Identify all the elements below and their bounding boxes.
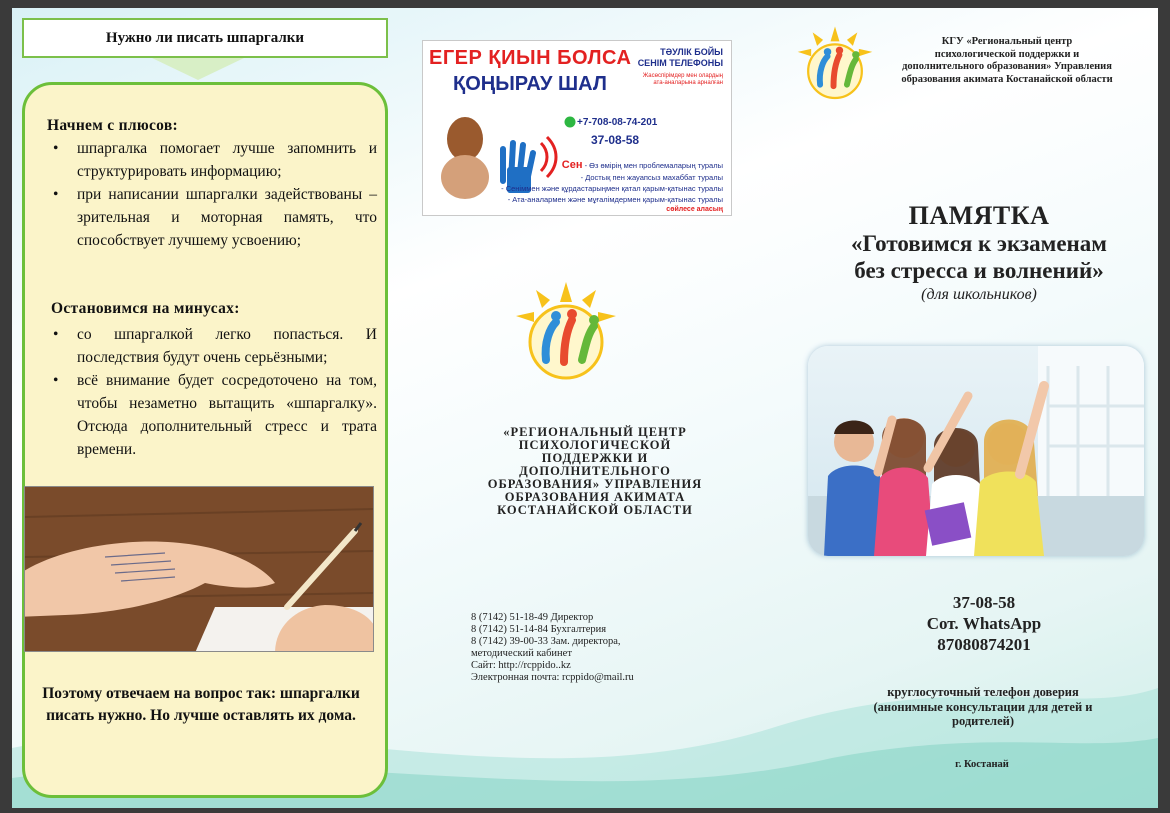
ad-line: - Сеніммен және құрдастарыңмен қатал қарым-қатынас туралы xyxy=(501,184,723,193)
ad-line: - Ата-аналармен және мұғалімдермен қарым-қатынас туралы xyxy=(507,195,723,204)
contact-line: Электронная почта: rcppido@mail.ru xyxy=(471,672,634,683)
students-photo xyxy=(808,346,1144,556)
ad-hotline-note: Жасөспірімдер мен олардың ата-аналарына арналған xyxy=(642,73,723,86)
hotline-description: круглосуточный телефон доверия (анонимные консультации для детей и родителей) xyxy=(873,685,1093,728)
hotline-phone-block xyxy=(872,592,1096,655)
list-item: • при написании шпаргалки задействованы – зрительная и моторная память, что способствует лучшему усвоению; xyxy=(47,183,377,252)
ad-headline-1: ЕГЕР ҚИЫН БОЛСА xyxy=(429,47,632,69)
ad-line: Сен - Өз өмірің мен проблемаларың туралы xyxy=(561,159,723,171)
contacts-list xyxy=(471,612,711,684)
short-phone: 37-08-58 xyxy=(952,593,1016,612)
pros-list xyxy=(47,137,377,252)
list-item: • шпаргалка помогает лучше запомнить и структурировать информацию; xyxy=(47,137,377,183)
brochure-title-block xyxy=(802,202,1156,306)
ad-sen: Сен xyxy=(561,159,583,171)
center-logo xyxy=(506,276,626,386)
hotline-ad xyxy=(422,40,732,216)
cons-list xyxy=(47,323,377,461)
ad-phone-mobile: +7-708-08-74-201 xyxy=(577,117,658,128)
contact-line: методический кабинет xyxy=(471,648,572,659)
whatsapp-number: 87080874201 xyxy=(937,635,1031,654)
center-organization-name: «РЕГИОНАЛЬНЫЙ ЦЕНТР ПСИХОЛОГИЧЕСКОЙ ПОДДЕРЖКИ И ДОПОЛНИТЕЛЬНОГО ОБРАЗОВАНИЯ» УПРАВЛЕНИЯ ОБРАЗОВАНИЯ АКИМАТА КОСТАНАЙСКОЙ ОБЛАСТИ xyxy=(487,425,703,517)
list-item: • со шпаргалкой легко попасться. И последствия будут очень серьёзными; xyxy=(47,323,377,369)
ad-phone-short: 37-08-58 xyxy=(591,133,640,147)
top-organization-name: КГУ «Региональный центр психологической поддержки и дополнительного образования» Управления образования акимата Костанайской области xyxy=(901,36,1113,85)
contact-line: 8 (7142) 39-00-33 Зам. директора, xyxy=(471,636,621,647)
arrow-down-icon xyxy=(152,58,244,80)
contact-line: 8 (7142) 51-18-49 Директор xyxy=(471,612,594,623)
ad-hotline-title: ТӘУЛІК БОЙЫ СЕНІМ ТЕЛЕФОНЫ xyxy=(637,47,723,68)
ad-line: - Достық пен жауапсыз махаббат туралы xyxy=(580,173,723,182)
contact-line: 8 (7142) 51-14-84 Бухгалтерия xyxy=(471,624,607,635)
brochure-title: ПАМЯТКА xyxy=(908,201,1050,230)
city-name: г. Костанай xyxy=(955,759,1009,770)
contact-line: Сайт: http://rcppido..kz xyxy=(471,660,571,671)
cheat-sheet-photo xyxy=(24,486,374,652)
brochure-subtitle-line-2: без стресса и волнений» xyxy=(854,258,1104,283)
whatsapp-label: Сот. WhatsApp xyxy=(926,614,1042,633)
ad-headline-2: ҚОҢЫРАУ ШАЛ xyxy=(453,73,607,95)
brochure-subtitle-line-1: «Готовимся к экзаменам xyxy=(851,231,1107,256)
ad-bottom-text: сөйлесе аласың xyxy=(666,206,723,213)
top-logo xyxy=(790,22,880,104)
brochure xyxy=(12,8,1158,808)
cons-heading: Остановимся на минусах: xyxy=(51,300,240,317)
list-item: • всё внимание будет сосредоточено на том, чтобы незаметно вытащить «шпаргалку». Отсюда дополнительный стресс и трата времени. xyxy=(47,369,377,461)
whatsapp-icon xyxy=(564,116,576,128)
pros-heading: Начнем с плюсов: xyxy=(47,117,178,134)
left-panel-title: Нужно ли писать шпаргалки xyxy=(22,18,388,58)
brochure-audience: (для школьников) xyxy=(921,286,1037,303)
conclusion-text: Поэтому отвечаем на вопрос так: шпаргалки писать нужно. Но лучше оставлять их дома. xyxy=(42,685,360,724)
